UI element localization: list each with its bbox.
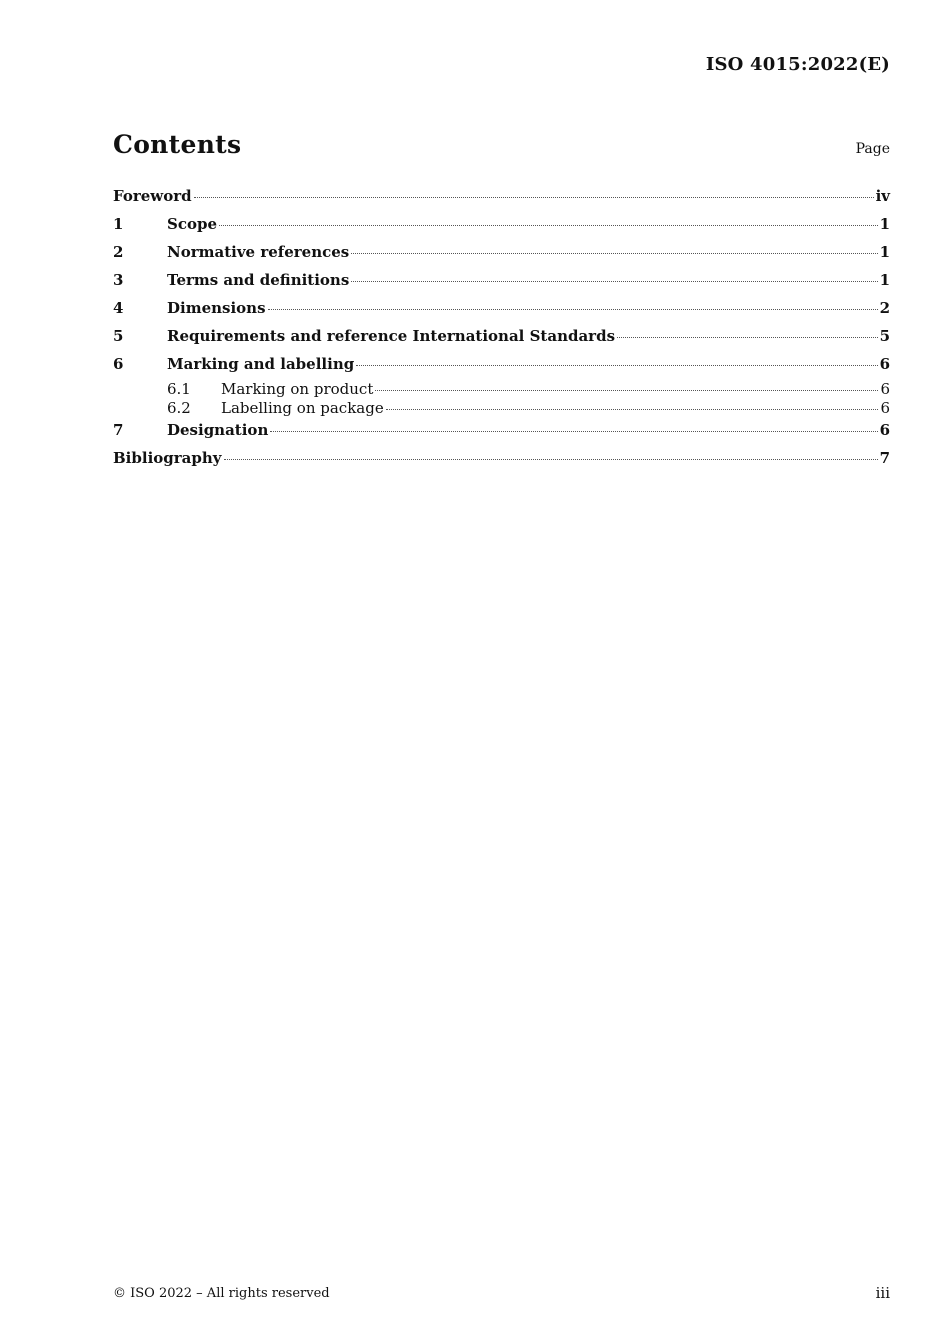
- toc-entry-number: 6.1: [167, 380, 191, 398]
- toc-entry-page: 1: [879, 271, 890, 289]
- toc-entry-page: 6: [880, 399, 890, 417]
- toc-entry-title: Terms and definitions: [167, 271, 350, 289]
- toc-entry-title: Scope: [167, 215, 218, 233]
- toc-entry-page: 5: [879, 327, 890, 345]
- toc-entry[interactable]: [113, 352, 890, 380]
- toc-entry[interactable]: [113, 240, 890, 268]
- dot-leader: [194, 197, 874, 198]
- toc-entry-number: 6: [113, 355, 124, 373]
- toc-entry-title: Dimensions: [167, 299, 266, 317]
- toc-entry-number: 3: [113, 271, 124, 289]
- toc-entry-number: 6.2: [167, 399, 191, 417]
- toc-entry-title: Marking and labelling: [167, 355, 355, 373]
- toc-entry-title: Marking on product: [221, 380, 374, 398]
- toc-entry-title: Normative references: [167, 243, 350, 261]
- dot-leader: [351, 281, 877, 282]
- toc-entry-number: 1: [113, 215, 124, 233]
- document-id: ISO 4015:2022(E): [705, 54, 890, 75]
- dot-leader: [617, 337, 878, 338]
- toc-entry[interactable]: [113, 184, 890, 212]
- toc-entry-page: 1: [879, 243, 890, 261]
- dot-leader: [270, 431, 877, 432]
- toc-entry-page: 6: [879, 355, 890, 373]
- dot-leader: [356, 365, 877, 366]
- toc-entry[interactable]: [113, 399, 890, 418]
- page-number: iii: [875, 1284, 890, 1302]
- dot-leader: [219, 225, 878, 226]
- toc-entry-number: 2: [113, 243, 124, 261]
- toc-entry-page: 2: [879, 299, 890, 317]
- toc-entry-page: 1: [879, 215, 890, 233]
- dot-leader: [386, 409, 879, 410]
- dot-leader: [351, 253, 877, 254]
- toc-entry-title: Foreword: [113, 187, 192, 205]
- toc-entry[interactable]: [113, 418, 890, 446]
- dot-leader: [268, 309, 878, 310]
- toc-entry-title: Labelling on package: [221, 399, 384, 417]
- toc-entry-page: 6: [879, 421, 890, 439]
- toc-entry-number: 7: [113, 421, 124, 439]
- toc-entry-number: 5: [113, 327, 124, 345]
- page-column-label: Page: [855, 141, 890, 157]
- dot-leader: [375, 390, 878, 391]
- copyright-footer: © ISO 2022 – All rights reserved: [113, 1286, 330, 1301]
- toc-entry-title: Designation: [167, 421, 269, 439]
- toc-entry-title: Requirements and reference International Standards: [167, 327, 616, 345]
- toc-entry[interactable]: [113, 446, 890, 474]
- dot-leader: [224, 459, 878, 460]
- toc-entry[interactable]: [113, 296, 890, 324]
- toc-entry-page: 6: [880, 380, 890, 398]
- toc-entry-number: 4: [113, 299, 124, 317]
- toc-entry-page: iv: [875, 187, 890, 205]
- toc-entry-title: Bibliography: [113, 449, 222, 467]
- toc-entry[interactable]: [113, 324, 890, 352]
- table-of-contents: [113, 184, 890, 474]
- toc-entry[interactable]: [113, 380, 890, 399]
- toc-entry-page: 7: [879, 449, 890, 467]
- toc-entry[interactable]: [113, 268, 890, 296]
- contents-heading: Contents: [113, 130, 242, 159]
- toc-entry[interactable]: [113, 212, 890, 240]
